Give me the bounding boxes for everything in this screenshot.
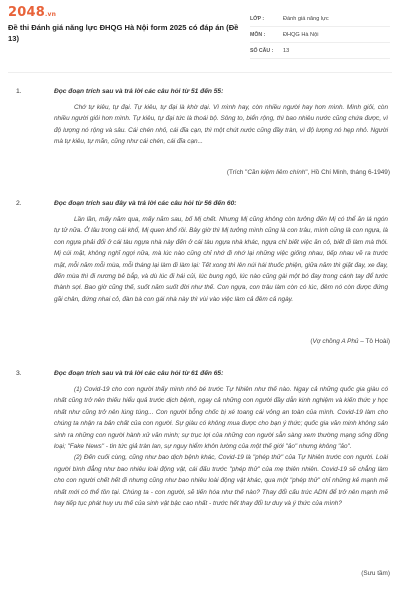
meta-info-panel	[250, 11, 390, 59]
passage-paragraph: (2) Đến cuối cùng, cũng như bao dịch bệnh khác, Covid-19 là "phép thử" của Tự Nhiên trước con người. Loài người bình đẳng như bao nhiêu loài động vật, cái đấu trước "phép thử" của mẹ thiên nhiên. Covid-19 sẽ chẳng làm cho con người chết hết đi nhưng cũng như bao nhiêu loài động vật khác, qua một "phép thử" chỉ những kẻ mạnh mẽ nhất mới có thể tồn tại. Chúng ta - con người, sẽ tiến hóa như thế nào? Thay đổi cấu trúc ADN để trở nên mạnh mẽ hay tiếp tục phát huy ưu thế của sinh vật bậc cao nhất - trước hết thay đổi tư duy và ý thức của mình?	[54, 454, 388, 508]
meta-row-question-count	[250, 43, 390, 59]
passage-text	[54, 214, 388, 305]
logo-suffix: .vn	[44, 11, 57, 18]
site-logo[interactable]	[8, 5, 56, 20]
passage-text	[54, 102, 388, 148]
meta-key: LỚP :	[250, 15, 265, 22]
question-item	[16, 200, 390, 350]
question-heading: Đọc đoạn trích sau đây và trả lời các câu hỏi từ 56 đến 60:	[54, 200, 237, 207]
meta-row-class	[250, 11, 390, 27]
question-heading: Đọc đoạn trích sau và trả lời các câu hỏi từ 51 đến 55:	[54, 88, 224, 95]
meta-value[interactable]: ĐHQG Hà Nội	[283, 31, 319, 38]
passage-paragraph: (1) Covid-19 cho con người thấy mình nhỏ bé trước Tự Nhiên như thế nào. Ngay cả những quốc gia giàu có nhất cũng trở nên thiếu hiểu quả trước dịch bệnh, ngay cả những con người đầy dẫn kinh nghiệm và kiến thức y học nhất như cũng trở nên lúng túng... Con người bỗng chốc bị xé toang cái vỏng an toàn của mình. Covid-19 làm cho chúng ta nhận ra bản chất của con người. Sự giàu có không mua được cho bạn ý thức; quốc gia văn minh không sản sinh ra những con người hành xử văn minh; sự trục lợi của những con người sẵn sàng xem thường mạng sống đồng loại; "Fake News" - tin tức giả tràn lan, sự nguy hiểm khôn lường của một thế giới "ảo" nhưng không "ảo".	[54, 386, 388, 451]
meta-key: MÔN :	[250, 31, 266, 38]
question-item	[16, 88, 390, 178]
question-number: 3.	[16, 370, 22, 377]
passage-paragraph: Chớ tự kiêu, tự đại. Tự kiêu, tự đại là khờ dại. Vì mình hay, còn nhiều người hay hơn mình. Mình giỏi, còn nhiều người giỏi hơn mình. Tự kiêu, tự đại tức là thoái bộ. Sông to, biển rộng, thì bao nhiêu nước cũng chứa được, vì độ lượng nó rộng và sâu. Cái chén nhỏ, cái đĩa cạn, thì một chút nước cũng đầy tràn, vì độ lượng nó hẹp nhỏ. Người mà tự kiêu, tự mãn, cũng như cái chén, cái đĩa cạn...	[54, 104, 388, 146]
question-number: 1.	[16, 88, 22, 95]
passage-text	[54, 384, 388, 509]
question-item	[16, 370, 390, 585]
page-title: Đề thi Đánh giá năng lực ĐHQG Hà Nội form 2025 có đáp án (Đề 13)	[8, 23, 239, 43]
meta-key: SỐ CÂU :	[250, 47, 274, 54]
meta-row-subject	[250, 27, 390, 43]
question-heading: Đọc đoạn trích sau và trả lời các câu hỏi từ 61 đến 65:	[54, 370, 224, 377]
header-divider	[8, 72, 392, 73]
meta-value[interactable]: Đánh giá năng lực	[283, 15, 329, 22]
passage-source: (Vợ chồng A Phủ – Tô Hoài)	[310, 338, 390, 345]
logo-text: 2048	[8, 5, 45, 20]
passage-paragraph: Lần lần, mấy năm qua, mấy năm sau, bố Mị chết. Nhưng Mị cũng không còn tưởng đến Mị có thể ăn lá ngón tự tử nữa. Ở lâu trong cái khổ, Mị quen khổ rồi. Bây giờ thì Mị tưởng mình cũng là con trâu, mình cũng là con ngựa, là con ngựa phải đổi ở cái tàu ngựa nhà này đến ở cái tàu ngựa nhà khác, ngựa chỉ biết việc ăn cỏ, biết đi làm mà thôi. Mị cúi mặt, không nghĩ ngợi nữa, mà lúc nào cũng chỉ nhớ đi nhớ lại những việc giống nhau, tiếp nhau vẽ ra trước mặt, mỗi năm mỗi mùa, mỗi tháng lại làm đi làm lại: Tết xong thì lên núi hái thuốc phiện, giữa năm thì giặt đay, xe đay, đến mùa thì đi nương bẻ bắp, và dù lúc đi hái củi, lúc bung ngô, lúc nào cũng gài một bó đay trong cánh tay để tước thành sợi. Bao giờ cũng thế, suốt năm suốt đời như thế. Con ngựa, con trâu làm còn có lúc, đêm nó còn được đứng gãi chân, đứng nhai cỏ, đàn bà con gái nhà này thì vùi vào việc làm cả đêm cả ngày.	[54, 216, 388, 303]
meta-value: 13	[283, 47, 290, 54]
question-number: 2.	[16, 200, 22, 207]
passage-source: (Trích "Cần kiệm liêm chính", Hồ Chí Minh, tháng 6-1949)	[226, 169, 390, 176]
page-header	[0, 0, 400, 62]
passage-source: (Sưu tầm)	[361, 570, 390, 577]
